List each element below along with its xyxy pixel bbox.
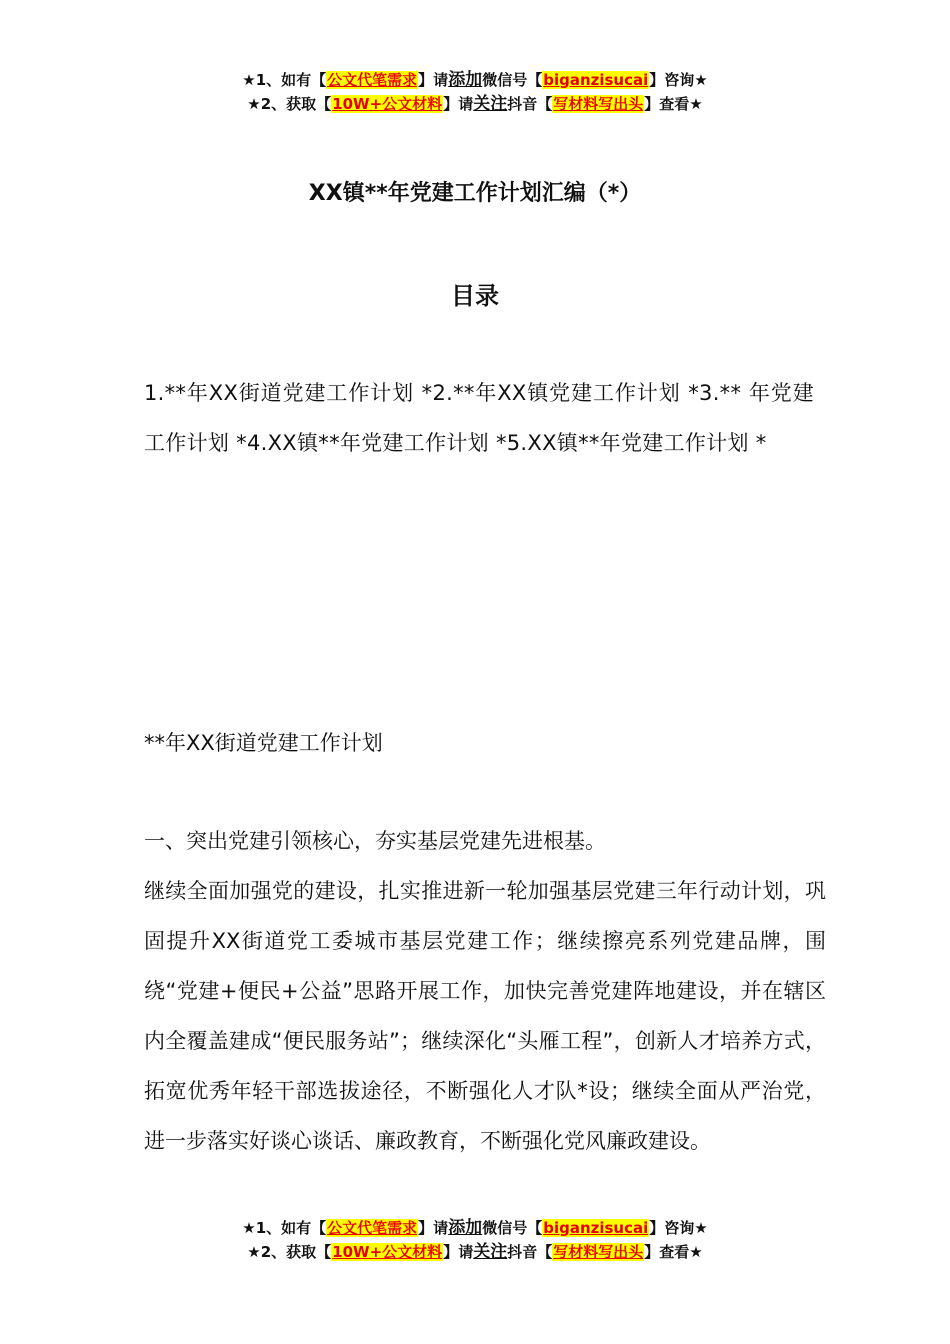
promo-line-2 <box>0 92 950 116</box>
promo-line-2 <box>0 1240 950 1264</box>
paragraph-body: 继续全面加强党的建设，扎实推进新一轮加强基层党建三年行动计划，巩固提升XX街道党工委城市基层党建工作；继续擦亮系列党建品牌，围绕“党建+便民+公益”思路开展工作，加快完善党建阵地建设，并在辖区内全覆盖建成“便民服务站”；继续深化“头雁工程”，创新人才培养方式，拓宽优秀年轻干部选拔途径，不断强化人才队*设；继续全面从严治党，进一步落实好谈心谈话、廉政教育，不断强化党风廉政建设。 <box>144 879 826 1153</box>
document-title: XX镇**年党建工作计划汇编（*） <box>308 181 642 206</box>
promo-douyin-id: 写材料写出头 <box>553 1243 644 1261</box>
top-promo-banner <box>0 68 950 116</box>
promo-text: ★1、如有【 <box>242 71 327 89</box>
promo-highlight: 公文代笔需求 <box>327 1219 418 1237</box>
toc-list: 1.**年XX街道党建工作计划 *2.**年XX镇党建工作计划 *3.** 年党建工作计划 *4.XX镇**年党建工作计划 *5.XX镇**年党建工作计划 * <box>144 381 814 455</box>
promo-underline: 关注 <box>473 94 508 114</box>
promo-highlight: 公文代笔需求 <box>327 71 418 89</box>
promo-douyin-id: 写材料写出头 <box>553 95 644 113</box>
section-title: **年XX街道党建工作计划 <box>144 731 383 755</box>
promo-text: 】请 <box>418 1219 449 1237</box>
promo-highlight: 10W+公文材料 <box>332 1243 443 1261</box>
toc-heading: 目录 <box>451 282 499 310</box>
promo-underline: 关注 <box>473 1242 508 1262</box>
promo-text: 抖音【 <box>507 1243 553 1261</box>
promo-text: 】咨询★ <box>649 71 708 89</box>
promo-text: ★1、如有【 <box>242 1219 327 1237</box>
promo-text: 抖音【 <box>507 95 553 113</box>
promo-wechat-id: biganzisucai <box>543 1219 649 1237</box>
promo-text: 】咨询★ <box>649 1219 708 1237</box>
promo-text: 】请 <box>418 71 449 89</box>
promo-text: ★2、获取【 <box>247 1243 332 1261</box>
promo-text: 微信号【 <box>482 1219 543 1237</box>
promo-text: 】请 <box>443 95 474 113</box>
promo-text: ★2、获取【 <box>247 95 332 113</box>
promo-underline: 添加 <box>448 1218 483 1238</box>
paragraph-heading: 一、突出党建引领核心，夯实基层党建先进根基。 <box>144 829 606 853</box>
promo-text: 】请 <box>443 1243 474 1261</box>
promo-text: 】查看★ <box>644 1243 703 1261</box>
bottom-promo-banner <box>0 1216 950 1264</box>
promo-wechat-id: biganzisucai <box>543 71 649 89</box>
promo-text: 】查看★ <box>644 95 703 113</box>
promo-highlight: 10W+公文材料 <box>332 95 443 113</box>
promo-underline: 添加 <box>448 70 483 90</box>
promo-line-1 <box>0 68 950 92</box>
promo-line-1 <box>0 1216 950 1240</box>
promo-text: 微信号【 <box>482 71 543 89</box>
